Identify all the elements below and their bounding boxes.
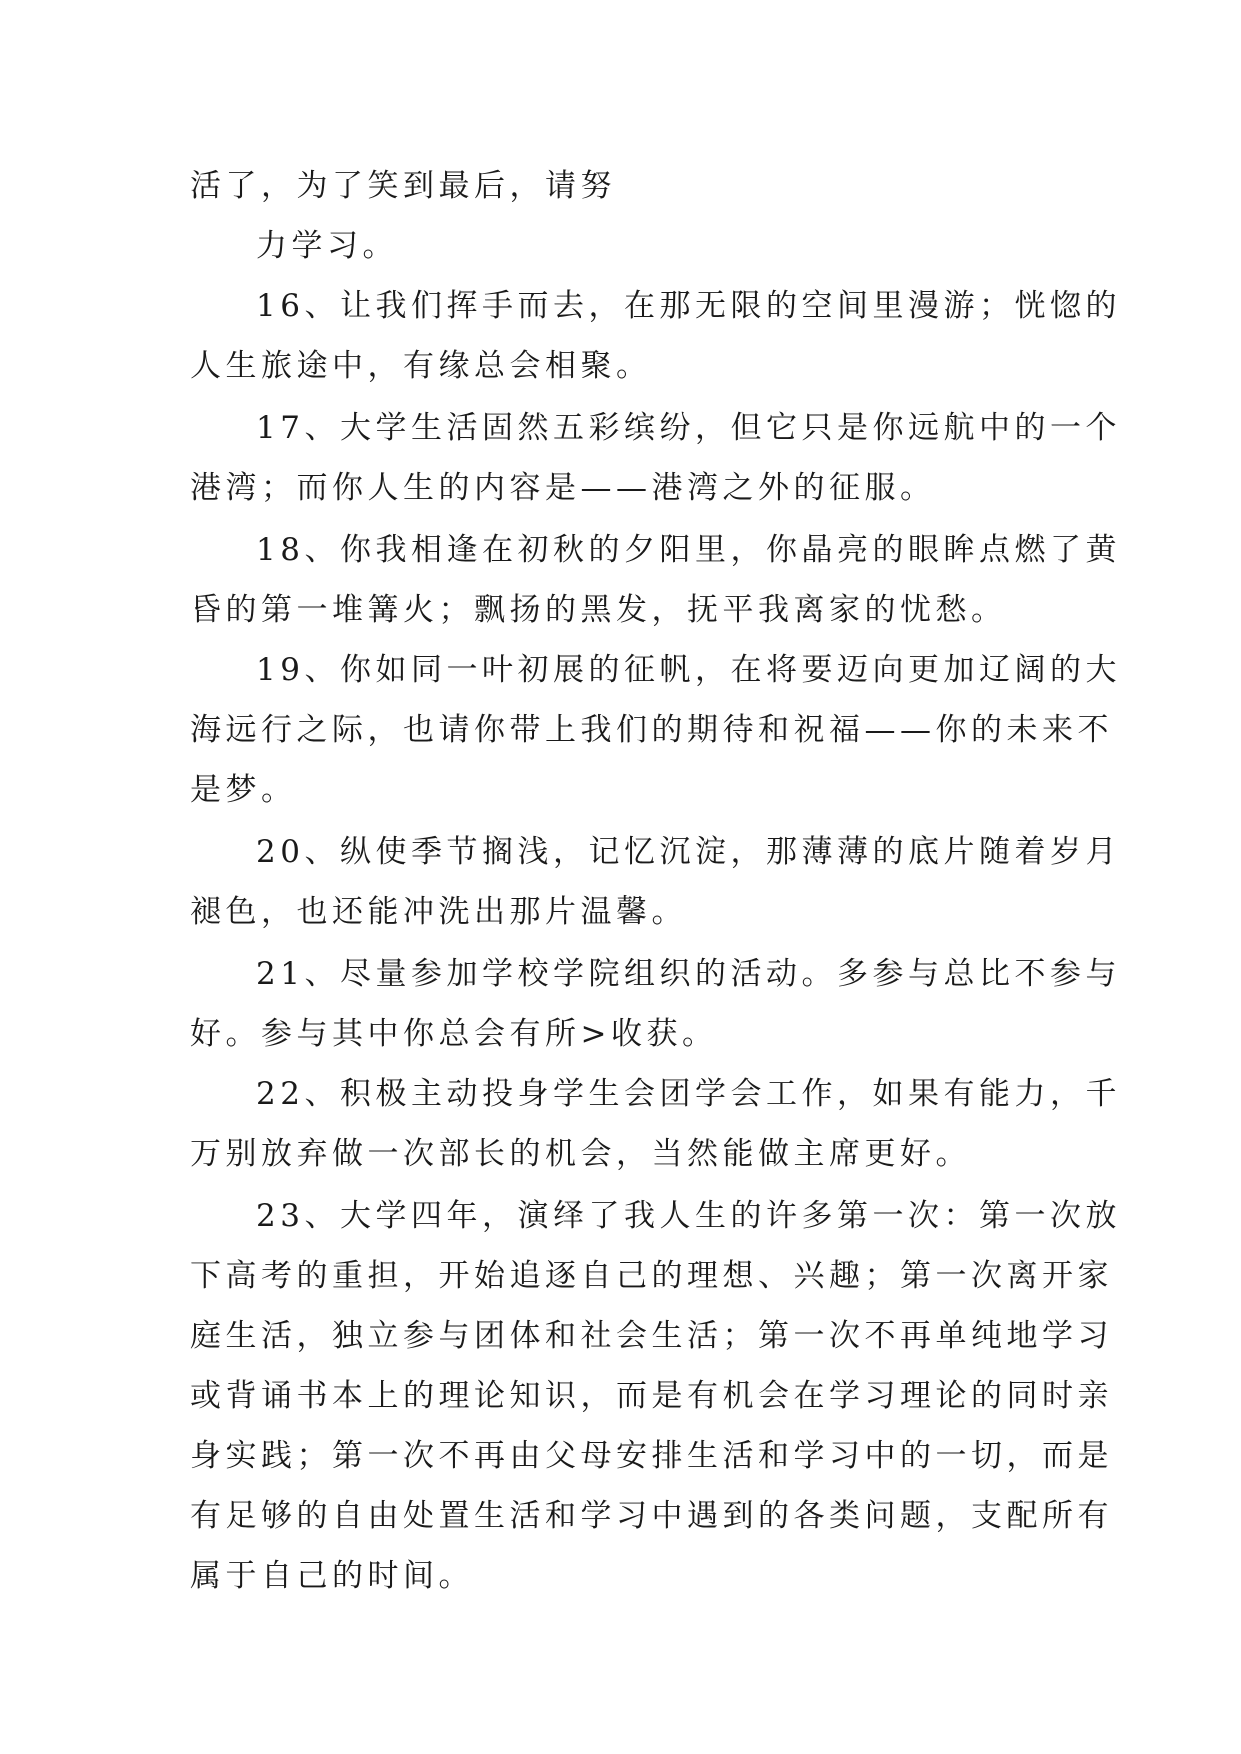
text-line: 17、大学生活固然五彩缤纷，但它只是你远航中的一个 [256,410,1121,446]
text-line: 属于自己的时间。 [190,1558,474,1594]
text-line: 21、尽量参加学校学院组织的活动。多参与总比不参与 [256,956,1121,992]
text-line: 下高考的重担，开始追逐自己的理想、兴趣；第一次离开家 [190,1258,1113,1294]
text-line: 好。参与其中你总会有所>收获。 [190,1016,718,1052]
text-line: 18、你我相逢在初秋的夕阳里，你晶亮的眼眸点燃了黄 [256,532,1121,568]
text-line: 23、大学四年，演绎了我人生的许多第一次：第一次放 [256,1198,1121,1234]
text-line: 活了，为了笑到最后，请努 [190,168,616,204]
text-line: 万别放弃做一次部长的机会，当然能做主席更好。 [190,1136,971,1172]
text-line: 20、纵使季节搁浅，记忆沉淀，那薄薄的底片随着岁月 [256,834,1121,870]
text-line: 身实践；第一次不再由父母安排生活和学习中的一切，而是 [190,1438,1113,1474]
text-line: 褪色，也还能冲洗出那片温馨。 [190,894,687,930]
text-line: 港湾；而你人生的内容是——港湾之外的征服。 [190,470,936,506]
text-line: 海远行之际，也请你带上我们的期待和祝福——你的未来不 [190,712,1113,748]
text-line: 22、积极主动投身学生会团学会工作，如果有能力，千 [256,1076,1121,1112]
text-line: 力学习。 [256,228,398,264]
text-line: 16、让我们挥手而去，在那无限的空间里漫游；恍惚的 [256,288,1121,324]
text-line: 有足够的自由处置生活和学习中遇到的各类问题，支配所有 [190,1498,1113,1534]
text-line: 庭生活，独立参与团体和社会生活；第一次不再单纯地学习 [190,1318,1113,1354]
text-line: 或背诵书本上的理论知识，而是有机会在学习理论的同时亲 [190,1378,1113,1414]
text-line: 是梦。 [190,772,297,808]
text-line: 19、你如同一叶初展的征帆，在将要迈向更加辽阔的大 [256,652,1121,688]
text-line: 人生旅途中，有缘总会相聚。 [190,348,652,384]
text-line: 昏的第一堆篝火；飘扬的黑发，抚平我离家的忧愁。 [190,592,1007,628]
